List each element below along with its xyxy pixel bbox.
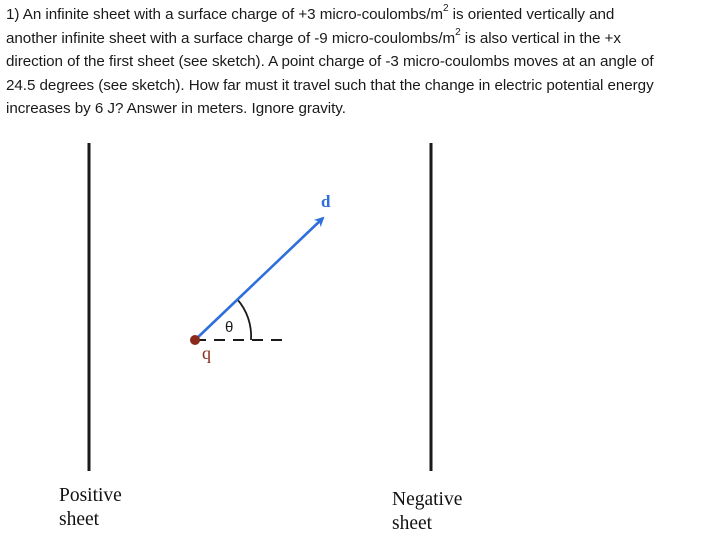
negative-sheet-caption: Negative sheet [392, 489, 463, 534]
problem-line-4: 24.5 degrees (see sketch). How far must it travel such that the change in electric potential energy [6, 76, 654, 94]
displacement-vector [195, 218, 323, 340]
problem-line-2: another infinite sheet with a surface charge of -9 micro-$coulombs/m^2$ is also vertical in the +x [6, 26, 621, 47]
angle-label: θ [225, 319, 234, 336]
point-charge [190, 335, 200, 345]
charge-label: q [202, 343, 211, 363]
angle-arc [237, 299, 251, 340]
displacement-label: d [321, 192, 331, 211]
problem-line-3: direction of the first sheet (see sketch). A point charge of -3 micro-coulombs moves at an angle of [6, 53, 654, 71]
positive-sheet-caption: Positive sheet [59, 485, 122, 530]
problem-line-5: increases by 6 J? Answer in meters. Ignore gravity. [6, 100, 346, 118]
problem-line-1: 1) An infinite sheet with a surface charge of +3 micro-$coulombs/m^2$ is oriented vertically and [6, 2, 615, 23]
